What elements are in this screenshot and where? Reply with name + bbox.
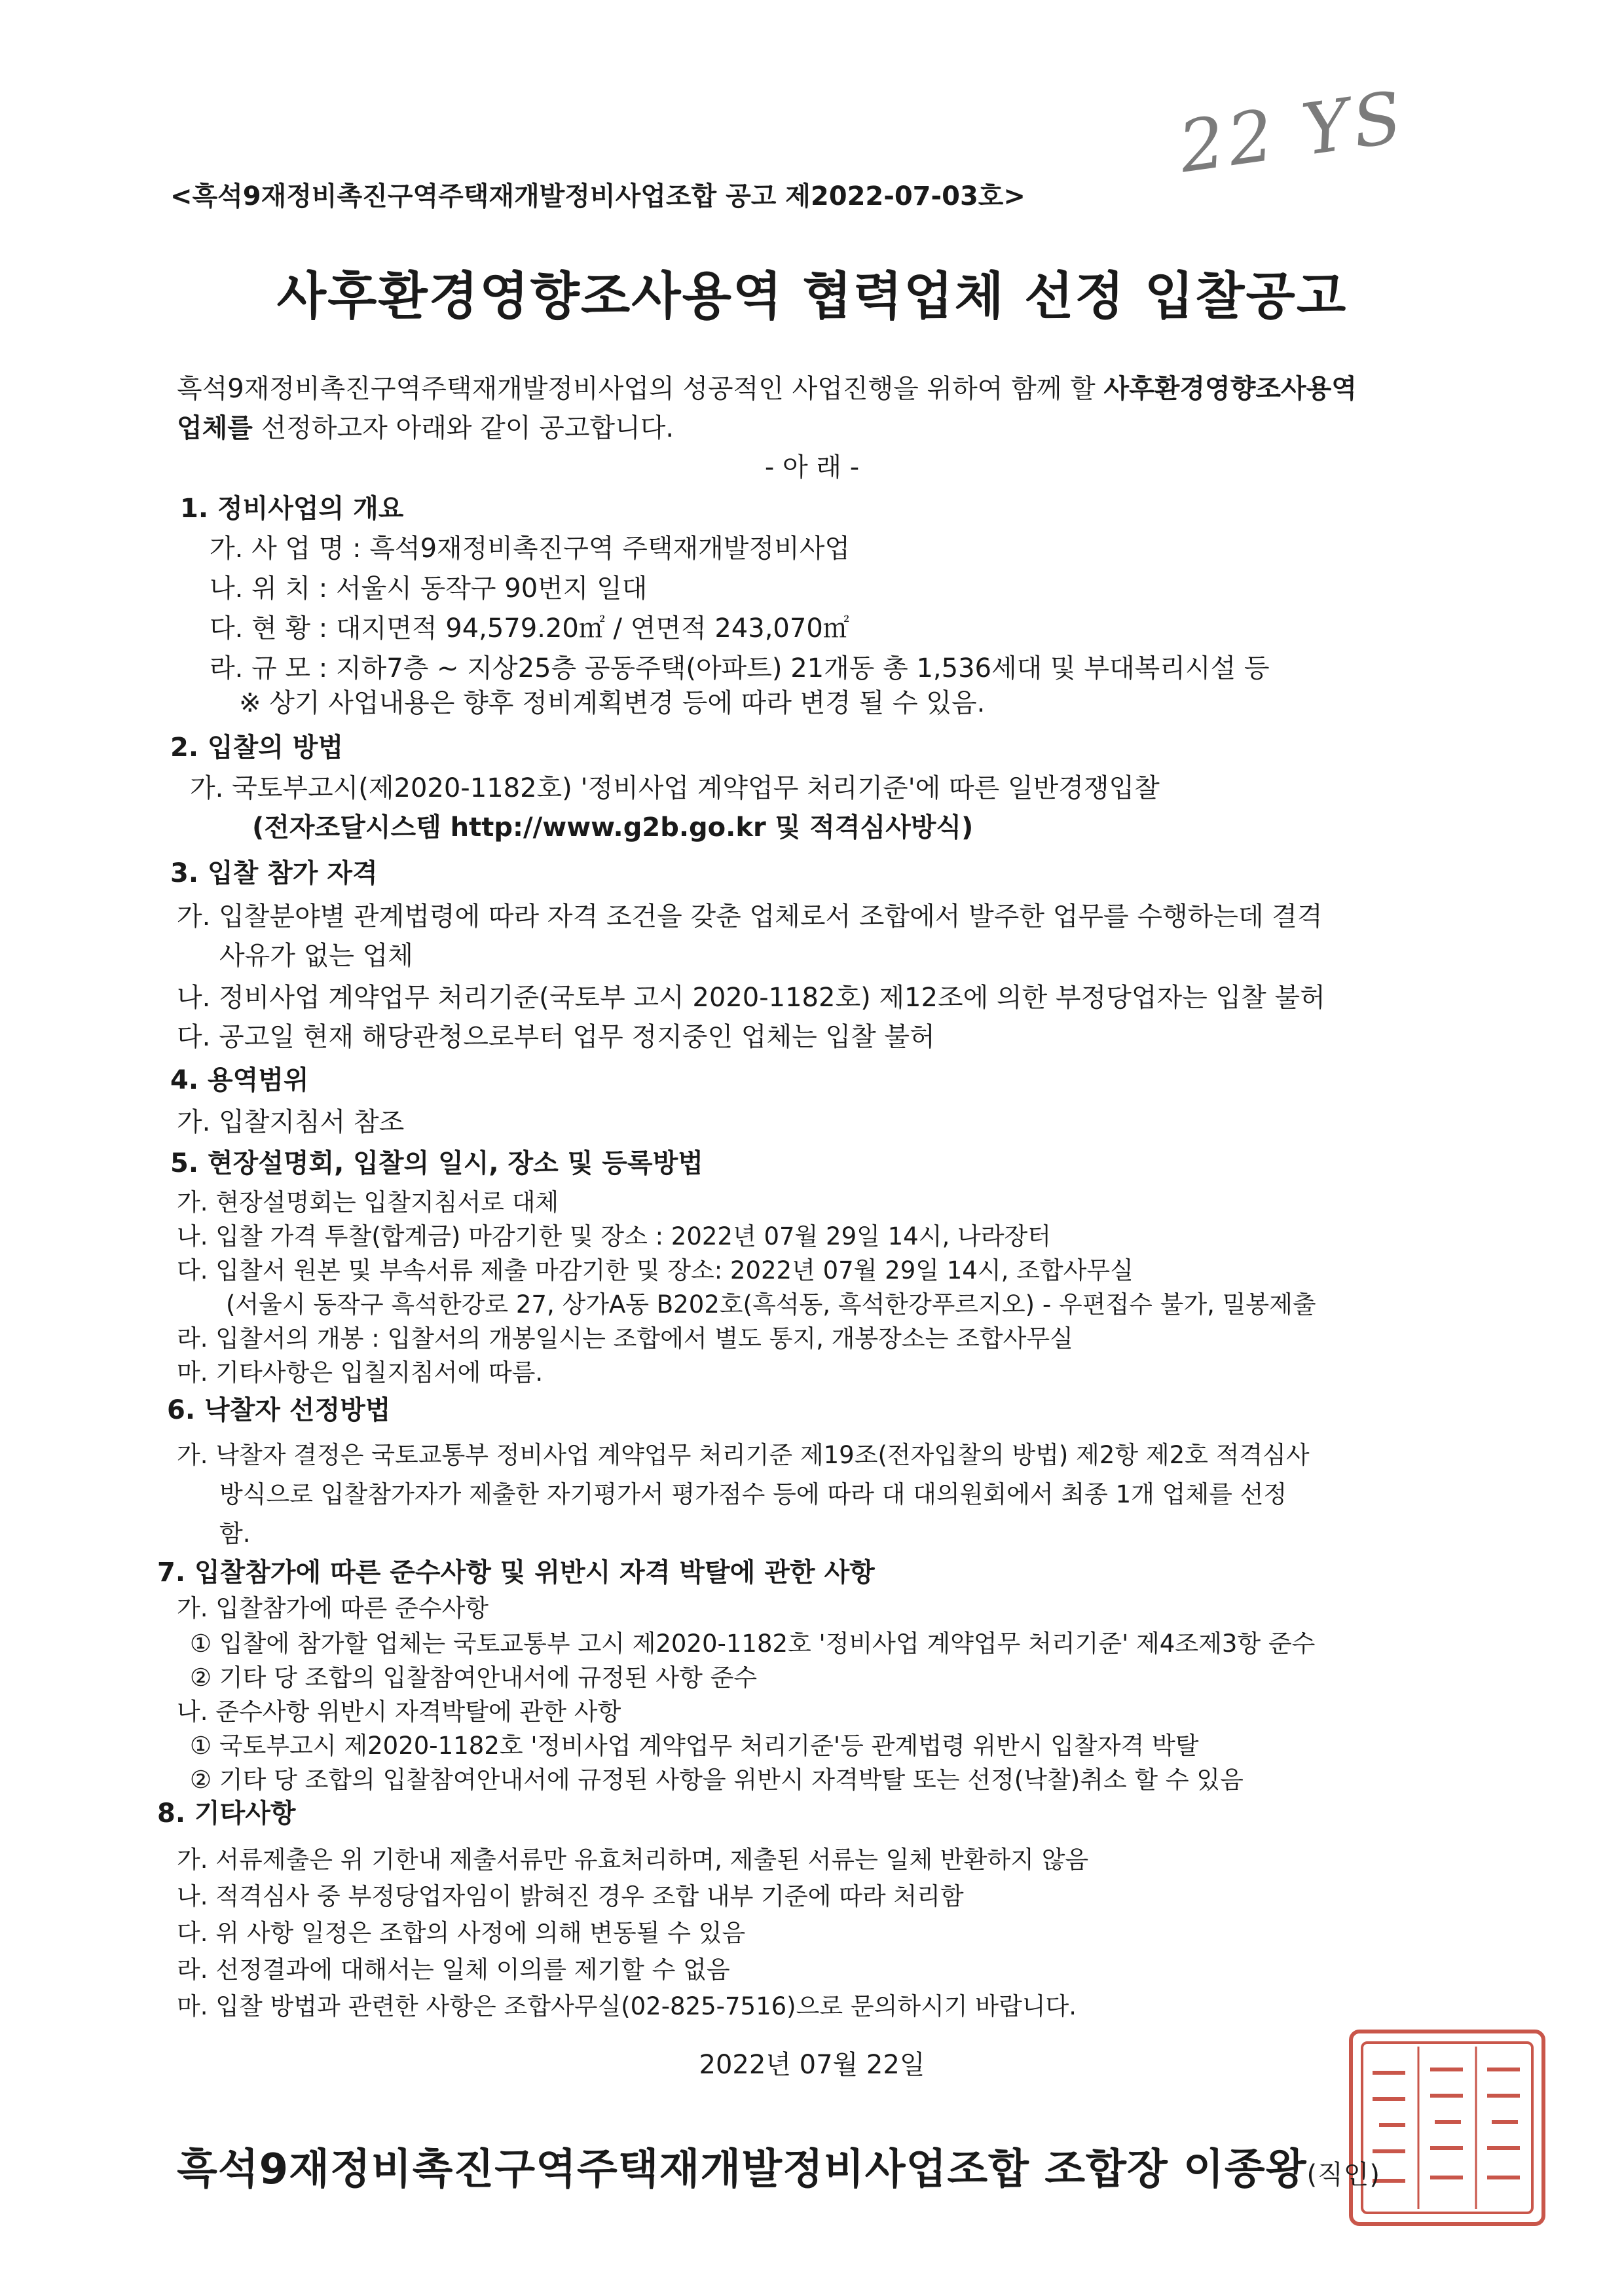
section-6-title: 6. 낙찰자 선정방법 xyxy=(167,1395,391,1425)
s6-item-a-line1: 가. 낙찰자 결정은 국토교통부 정비사업 계약업무 처리기준 제19조(전자입찰의 방법) 제2항 제2호 적격심사 xyxy=(177,1441,1310,1469)
s6-item-a-line3: 함. xyxy=(219,1520,251,1548)
s8-item-b: 나. 적격심사 중 부정당업자임이 밝혀진 경우 조합 내부 기준에 따라 처리함 xyxy=(177,1882,964,1910)
s3-item-c: 다. 공고일 현재 해당관청으로부터 업무 정지중인 업체는 입찰 불허 xyxy=(177,1022,935,1052)
section-4-title: 4. 용역범위 xyxy=(170,1065,309,1095)
s1-item-c: 다. 현 황 : 대지면적 94,579.20㎡ / 연면적 243,070㎡ xyxy=(210,613,849,644)
signature-line xyxy=(177,2136,1380,2196)
s7-item-a1: ① 입찰에 참가할 업체는 국토교통부 고시 제2020-1182호 '정비사업 계약업무 처리기준' 제4조제3항 준수 xyxy=(190,1630,1316,1658)
s7-item-b1: ① 국토부고시 제2020-1182호 '정비사업 계약업무 처리기준'등 관계법령 위반시 입찰자격 박탈 xyxy=(190,1732,1199,1760)
seal-label: (직인) xyxy=(1306,2160,1381,2190)
s1-note: ※ 상기 사업내용은 향후 정비계획변경 등에 따라 변경 될 수 있음. xyxy=(239,688,986,718)
section-5-title: 5. 현장설명회, 입찰의 일시, 장소 및 등록방법 xyxy=(170,1148,703,1178)
s1-item-a: 가. 사 업 명 : 흑석9재정비촉진구역 주택재개발정비사업 xyxy=(210,534,851,564)
s3-item-b: 나. 정비사업 계약업무 처리기준(국토부 고시 2020-1182호) 제12조에 의한 부정당업자는 입찰 불허 xyxy=(177,983,1325,1013)
signature-text: 흑석9재정비촉진구역주택재개발정비사업조합 조합장 이종왕 xyxy=(177,2145,1307,2194)
separator-heading: - 아 래 - xyxy=(764,452,860,483)
notice-number: <흑석9재정비촉진구역주택재개발정비사업조합 공고 제2022-07-03호> xyxy=(170,181,1025,211)
document-title: 사후환경영향조사용역 협력업체 선정 입찰공고 xyxy=(276,267,1348,326)
section-7-title: 7. 입찰참가에 따른 준수사항 및 위반시 자격 박탈에 관한 사항 xyxy=(157,1558,875,1588)
s8-item-c: 다. 위 사항 일정은 조합의 사정에 의해 변동될 수 있음 xyxy=(177,1919,746,1947)
intro-line-2 xyxy=(177,407,674,445)
s3-item-a-line1: 가. 입찰분야별 관계법령에 따라 자격 조건을 갖춘 업체로서 조합에서 발주한 업무를 수행하는데 결격 xyxy=(177,902,1323,932)
s5-item-c: 다. 입찰서 원본 및 부속서류 제출 마감기한 및 장소: 2022년 07월 29일 14시, 조합사무실 xyxy=(177,1256,1134,1285)
intro-line-1 xyxy=(177,368,1357,405)
s5-item-d: 라. 입찰서의 개봉 : 입찰서의 개봉일시는 조합에서 별도 통지, 개봉장소는 조합사무실 xyxy=(177,1324,1073,1353)
s7-item-b2: ② 기타 당 조합의 입찰참여안내서에 규정된 사항을 위반시 자격박탈 또는 선정(낙찰)취소 할 수 있음 xyxy=(190,1766,1244,1794)
s2-item-a-sub: (전자조달시스템 http://www.g2b.go.kr 및 적격심사방식) xyxy=(252,812,974,843)
s2-item-a: 가. 국토부고시(제2020-1182호) '정비사업 계약업무 처리기준'에 따른 일반경쟁입찰 xyxy=(190,773,1160,803)
s7-item-b: 나. 준수사항 위반시 자격박탈에 관한 사항 xyxy=(177,1698,621,1726)
s7-item-a2: ② 기타 당 조합의 입찰참여안내서에 규정된 사항 준수 xyxy=(190,1664,758,1692)
s7-item-a: 가. 입찰참가에 따른 준수사항 xyxy=(177,1594,489,1622)
handwritten-note: 22 YS xyxy=(1173,76,1411,189)
intro-text: 흑석9재정비촉진구역주택재개발정비사업의 성공적인 사업진행을 위하여 함께 할 xyxy=(177,374,1104,404)
official-seal xyxy=(1349,2030,1545,2226)
intro-emphasis: 사후환경영향조사용역 xyxy=(1103,374,1357,404)
s5-item-e: 마. 기타사항은 입칠지침서에 따름. xyxy=(177,1358,544,1387)
s5-item-c-sub: (서울시 동작구 흑석한강로 27, 상가A동 B202호(흑석동, 흑석한강푸르지오) - 우편접수 불가, 밀봉제출 xyxy=(226,1290,1316,1319)
s8-item-d: 라. 선정결과에 대해서는 일체 이의를 제기할 수 없음 xyxy=(177,1956,730,1984)
section-1-title: 1. 정비사업의 개요 xyxy=(180,494,404,524)
s5-item-a: 가. 현장설명회는 입찰지침서로 대체 xyxy=(177,1188,559,1216)
s5-item-b: 나. 입찰 가격 투찰(합계금) 마감기한 및 장소 : 2022년 07월 29일 14시, 나라장터 xyxy=(177,1222,1051,1250)
section-8-title: 8. 기타사항 xyxy=(157,1798,296,1829)
section-3-title: 3. 입찰 참가 자격 xyxy=(170,858,378,888)
s1-item-d: 라. 규 모 : 지하7층 ~ 지상25층 공동주택(아파트) 21개동 총 1,536세대 및 부대복리시설 등 xyxy=(210,653,1270,683)
s3-item-a-line2: 사유가 없는 업체 xyxy=(219,941,413,971)
s4-item-a: 가. 입찰지침서 참조 xyxy=(177,1107,405,1137)
section-2-title: 2. 입찰의 방법 xyxy=(170,733,344,763)
s6-item-a-line2: 방식으로 입찰참가자가 제출한 자기평가서 평가점수 등에 따라 대 대의원회에서 최종 1개 업체를 선정 xyxy=(219,1480,1287,1508)
s8-item-e: 마. 입찰 방법과 관련한 사항은 조합사무실(02-825-7516)으로 문의하시기 바랍니다. xyxy=(177,1992,1077,2020)
notice-date: 2022년 07월 22일 xyxy=(699,2050,925,2080)
s8-item-a: 가. 서류제출은 위 기한내 제출서류만 유효처리하며, 제출된 서류는 일체 반환하지 않음 xyxy=(177,1846,1089,1874)
seal-pattern xyxy=(1353,2033,1541,2222)
s1-item-b: 나. 위 치 : 서울시 동작구 90번지 일대 xyxy=(210,574,648,604)
intro-emphasis-2: 업체를 xyxy=(177,413,253,443)
intro-text-2: 선정하고자 아래와 같이 공고합니다. xyxy=(252,413,674,443)
